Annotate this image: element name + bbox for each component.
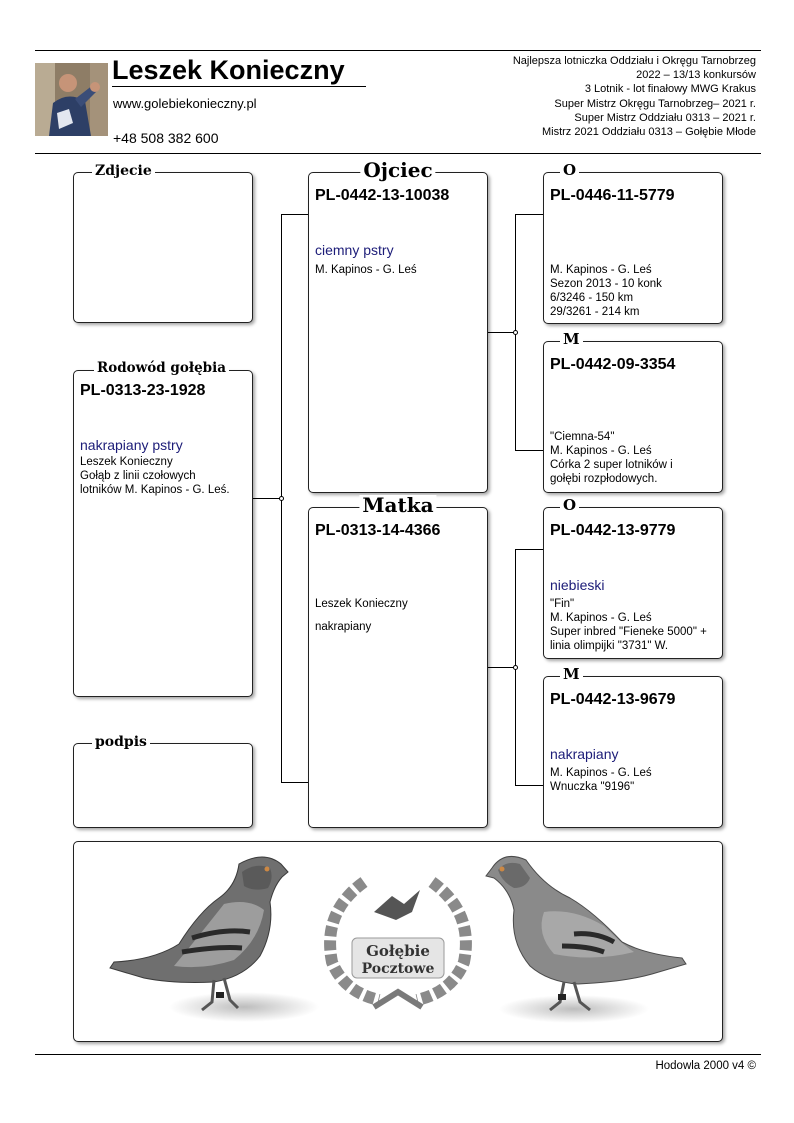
note-line: M. Kapinos - G. Leś <box>315 264 417 276</box>
achievement-line: Najlepsza lotniczka Oddziału i Okręgu Tarnobrzeg <box>512 55 756 67</box>
connector-pigeon <box>253 498 281 499</box>
mother-father-box <box>543 496 723 659</box>
achievement-line: Super Mistrz Oddziału 0313 – 2021 r. <box>574 111 756 124</box>
connector-fm <box>515 450 544 451</box>
connector-mother <box>281 782 309 783</box>
father-father-legend: O <box>560 163 579 178</box>
note-line: Córka 2 super lotników i <box>550 459 673 471</box>
banner-illustration <box>74 842 722 1041</box>
note-line: M. Kapinos - G. Leś <box>550 767 652 779</box>
breeder-name: Leszek Konieczny <box>112 55 345 85</box>
father-mother-box <box>543 330 723 493</box>
header-top-rule <box>35 50 761 51</box>
photo-box-legend: Zdjecie <box>92 164 155 178</box>
photo-box <box>73 163 253 323</box>
mother-father-legend: O <box>560 498 579 513</box>
note-line: lotników M. Kapinos - G. Leś. <box>80 484 230 496</box>
note-spacer <box>315 611 408 620</box>
note-line: 6/3246 - 150 km <box>550 292 634 304</box>
connector-mother-out <box>488 667 515 668</box>
connector-knot <box>279 496 284 501</box>
achievement-line: 2022 – 13/13 konkursów <box>636 69 756 82</box>
connector-father <box>281 214 309 215</box>
breeder-website[interactable]: www.golebiekonieczny.pl <box>113 96 257 111</box>
logo-line1: Gołębie <box>366 942 430 960</box>
father-color: ciemny pstry <box>315 242 394 258</box>
note-line: 29/3261 - 214 km <box>550 306 640 318</box>
connector-mm <box>515 785 544 786</box>
father-ring-number: PL-0442-13-10038 <box>315 187 450 204</box>
note-line: Wnuczka "9196" <box>550 781 635 793</box>
note-line: Sezon 2013 - 10 konk <box>550 278 662 290</box>
logo-line2: Pocztowe <box>361 961 435 977</box>
footer-text: Hodowla 2000 v4 © <box>655 1060 756 1072</box>
father-mother-notes <box>550 430 673 486</box>
note-line: gołębi rozpłodowych. <box>550 473 658 485</box>
father-notes <box>315 263 417 277</box>
pigeon-box <box>73 360 253 697</box>
logo-wreath-icon <box>330 882 466 1007</box>
mother-box <box>308 493 488 828</box>
mother-ring-number: PL-0313-14-4366 <box>315 522 441 539</box>
note-line: "Ciemna-54" <box>550 431 615 443</box>
pigeon-box-legend: Rodowód gołębia <box>94 362 229 376</box>
mother-mother-box <box>543 665 723 828</box>
pigeon-right-icon <box>486 856 686 1023</box>
breeder-name-underline <box>112 86 366 87</box>
note-line: linia olimpijki "3731" W. <box>550 640 669 652</box>
achievement-line: Mistrz 2021 Oddziału 0313 – Gołębie Młode <box>541 126 756 139</box>
connector-ff <box>515 214 544 215</box>
mother-notes <box>315 597 408 634</box>
mother-legend: Matka <box>359 495 436 515</box>
achievements-list <box>513 54 756 139</box>
connector-knot <box>513 330 518 335</box>
mother-mother-notes <box>550 766 652 794</box>
note-line: Leszek Konieczny <box>80 456 173 468</box>
note-line: M. Kapinos - G. Leś <box>550 445 652 457</box>
father-father-ring-number: PL-0446-11-5779 <box>550 187 675 204</box>
note-line: Super inbred "Fieneke 5000" + <box>550 626 707 638</box>
mother-father-color: niebieski <box>550 577 605 593</box>
pigeon-notes <box>80 455 230 497</box>
pigeon-color: nakrapiany pstry <box>80 437 183 453</box>
note-line: nakrapiany <box>315 621 372 633</box>
mother-mother-ring-number: PL-0442-13-9679 <box>550 691 676 708</box>
father-mother-ring-number: PL-0442-09-3354 <box>550 356 676 373</box>
note-line: M. Kapinos - G. Leś <box>550 612 652 624</box>
father-father-notes <box>550 263 662 319</box>
father-box <box>308 158 488 493</box>
connector-father-out <box>488 332 515 333</box>
achievement-line: 3 Lotnik - lot finałowy MWG Krakus <box>584 83 756 96</box>
pigeon-left-icon <box>110 857 319 1022</box>
breeder-phone: +48 508 382 600 <box>113 130 219 146</box>
signature-box-legend: podpis <box>92 735 150 749</box>
mother-father-ring-number: PL-0442-13-9779 <box>550 522 676 539</box>
header-bottom-rule <box>35 153 761 154</box>
banner-box <box>73 841 723 1042</box>
note-line: "Fin" <box>550 598 575 610</box>
achievement-line: Super Mistrz Okręgu Tarnobrzeg– 2021 r. <box>554 97 756 110</box>
note-line: M. Kapinos - G. Leś <box>550 264 652 276</box>
note-line: Leszek Konieczny <box>315 598 408 610</box>
mother-father-notes <box>550 597 707 653</box>
note-line: Gołąb z linii czołowych <box>80 470 196 482</box>
pigeon-ring-number: PL-0313-23-1928 <box>80 382 206 399</box>
breeder-photo <box>35 63 108 136</box>
mother-mother-legend: M <box>560 667 583 682</box>
connector-knot <box>513 665 518 670</box>
signature-box <box>73 734 253 828</box>
father-mother-legend: M <box>560 332 583 347</box>
father-legend: Ojciec <box>360 160 435 180</box>
father-father-box <box>543 161 723 324</box>
connector-mf <box>515 549 544 550</box>
footer-rule <box>35 1054 761 1055</box>
mother-mother-color: nakrapiany <box>550 746 619 762</box>
